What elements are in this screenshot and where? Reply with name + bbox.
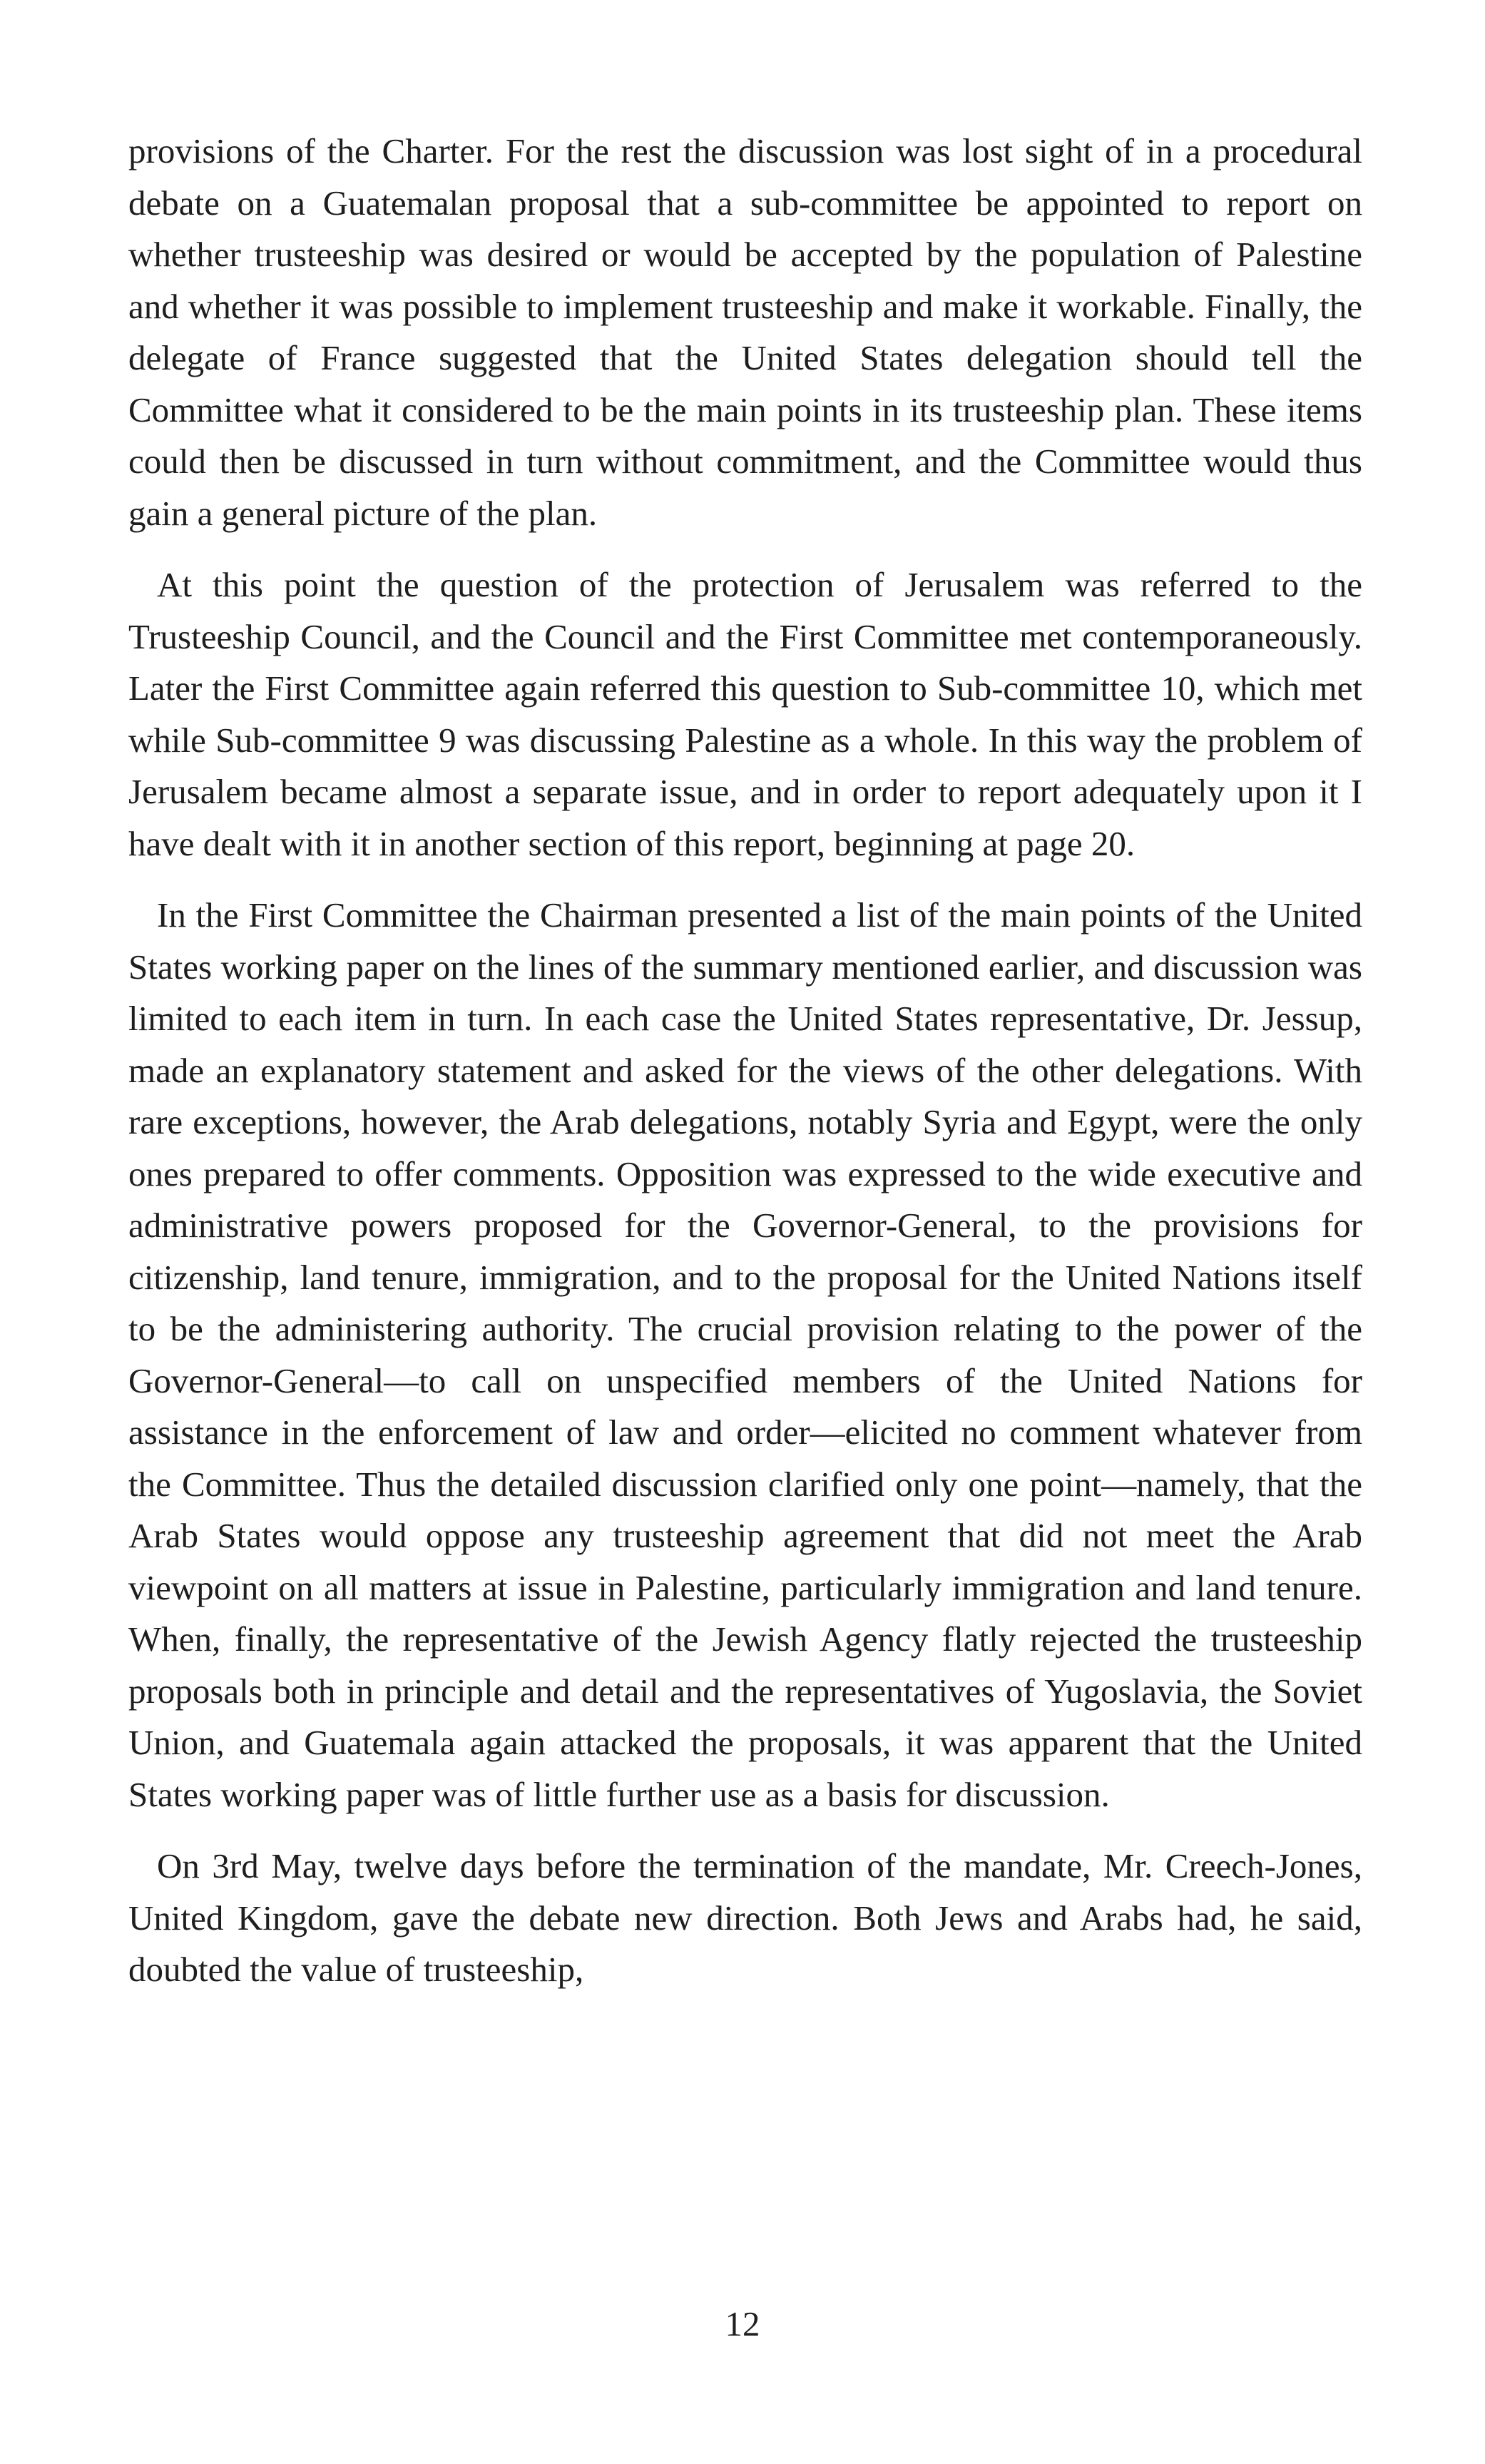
paragraph-first-committee: In the First Committee the Chairman presented a list of the main points of the United States working paper on the lines of the summary mentioned earlier, and discussion was limited to each item in turn. In each case the United States representative, Dr. Jessup, made an explanatory statement and asked for the views of the other delegations. With rare exceptions, however, the Arab delegations, notably Syria and Egypt, were the only ones prepared to offer comments. Opposition was expressed to the wide executive and administrative powers proposed for the Governor-General, to the provisions for citizenship, land tenure, immigration, and to the proposal for the United Nations itself to be the administering authority. The crucial provision relating to the power of the Governor-General—to call on unspecified members of the United Nations for assistance in the enforcement of law and order—elicited no comment whatever from the Committee. Thus the detailed discussion clarified only one point—namely, that the Arab States would oppose any trusteeship agreement that did not meet the Arab viewpoint on all matters at issue in Palestine, particularly immigration and land tenure. When, finally, the representative of the Jewish Agency flatly rejected the trusteeship proposals both in principle and detail and the representatives of Yugoslavia, the Soviet Union, and Guatemala again attacked the proposals, it was apparent that the United States working paper was of little further use as a basis for discussion. xyxy=(128,895,1362,1814)
document-body xyxy=(128,126,1362,2016)
page-number: 12 xyxy=(725,2304,760,2343)
paragraph-charter-provisions: provisions of the Charter. For the rest the discussion was lost sight of in a procedural debate on a Guatemalan proposal that a sub-committee be appointed to report on whether trusteeship was desired or would be accepted by the population of Palestine and whether it was possible to implement trusteeship and make it workable. Finally, the delegate of France suggested that the United States delegation should tell the Committee what it considered to be the main points in its trusteeship plan. These items could then be discussed in turn without commitment, and the Committee would thus gain a general picture of the plan. xyxy=(128,131,1362,533)
paragraph-3rd-may: On 3rd May, twelve days before the termination of the mandate, Mr. Creech-Jones, United Kingdom, gave the debate new direction. Both Jews and Arabs had, he said, doubted the value of trusteeship, xyxy=(128,1846,1362,1989)
paragraph-jerusalem-protection: At this point the question of the protection of Jerusalem was referred to the Trusteeship Council, and the Council and the First Committee met contemporaneously. Later the First Committee again referred this question to Sub-committee 10, which met while Sub-committee 9 was discussing Palestine as a whole. In this way the problem of Jerusalem became almost a separate issue, and in order to report adequately upon it I have dealt with it in another section of this report, beginning at page 20. xyxy=(128,565,1362,863)
